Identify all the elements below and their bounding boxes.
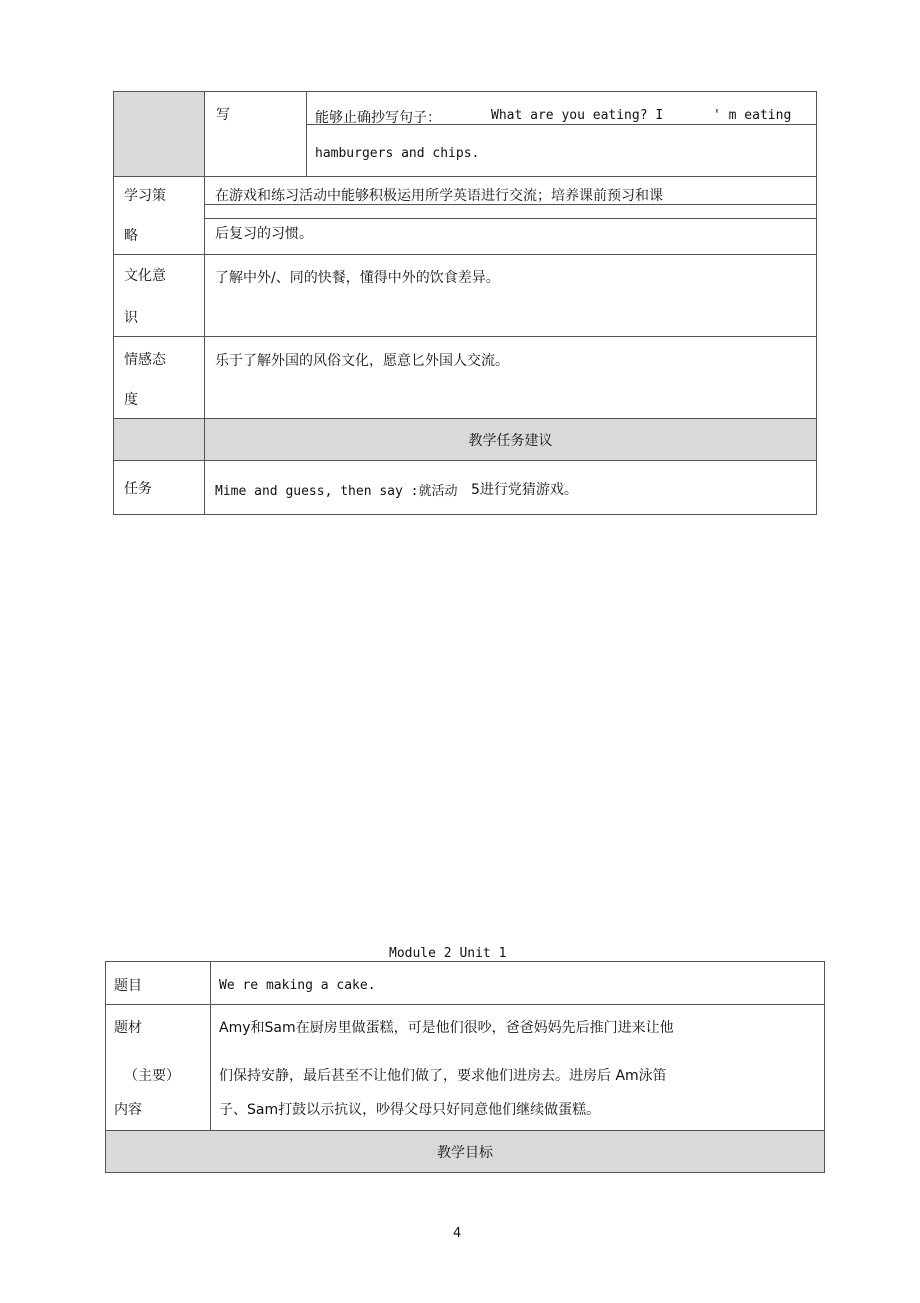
module-title: Module 2 Unit 1	[389, 946, 507, 961]
topic-label-cell	[105, 961, 211, 1005]
page-number: 4	[453, 1226, 462, 1241]
material-line1: Amy和Sam在厨房里做蛋糕，可是他们很吵，爸爸妈妈先后推门进来让他	[219, 1020, 674, 1036]
strategy-content-2	[205, 219, 817, 255]
writing-label-cell	[205, 91, 307, 177]
task-header-left	[113, 419, 205, 461]
strategy-label-2: 略	[124, 228, 138, 244]
table-2	[105, 961, 825, 1173]
emotion-label-2: 度	[124, 392, 138, 408]
emotion-text: 乐于了解外国的风俗文化，愿意匕外国人交流。	[215, 353, 509, 369]
emotion-content-cell	[205, 337, 817, 419]
topic-value: We re making a cake.	[219, 978, 376, 993]
task-cn: 5进行党猜游戏。	[471, 482, 578, 498]
task-label-cell	[113, 461, 205, 515]
emotion-label-1: 情感态	[124, 352, 166, 368]
goals-header-cell	[105, 1131, 825, 1173]
writing-content-bottom	[307, 124, 817, 177]
writing-left-cell	[113, 91, 205, 177]
material-label: 题材	[114, 1020, 142, 1036]
strategy-label-1: 学习策	[124, 188, 166, 204]
writing-content-top	[307, 91, 817, 125]
task-label: 任务	[124, 481, 152, 497]
material-line3: 子、Sam打鼓以示抗议，吵得父母只好同意他们继续做蛋糕。	[219, 1102, 601, 1118]
culture-text: 了解中外/、同的快餐，懂得中外的饮食差异。	[215, 270, 500, 286]
culture-content-cell	[205, 255, 817, 337]
material-label-3: 内容	[114, 1102, 142, 1118]
strategy-content-sep	[205, 205, 817, 219]
task-header: 教学任务建议	[468, 433, 553, 449]
strategy-label-cell	[113, 177, 205, 255]
writing-line1-cn: 能够止确抄写句子：	[315, 110, 441, 126]
strategy-line1: 在游戏和练习活动中能够积极运用所学英语进行交流；培养课前预习和课	[215, 188, 663, 204]
topic-value-cell	[211, 961, 825, 1005]
emotion-label-cell	[113, 337, 205, 419]
writing-line2: hamburgers and chips.	[315, 146, 480, 161]
goals-header: 教学目标	[437, 1145, 493, 1161]
task-en: Mime and guess, then say :就活动	[215, 484, 458, 499]
writing-label: 写	[216, 107, 230, 123]
strategy-line2: 后复习的习惯。	[215, 226, 313, 242]
task-content-cell	[205, 461, 817, 515]
material-line2: 们保持安静，最后甚至不让他们做了，要求他们进房去。进房后 Am泳笛	[219, 1068, 667, 1084]
culture-label-cell	[113, 255, 205, 337]
culture-label-2: 识	[124, 310, 138, 326]
writing-line1-en: What are you eating? I	[491, 108, 664, 123]
material-content-cell	[211, 1005, 825, 1131]
task-header-cell	[205, 419, 817, 461]
material-label-2: （主要）	[124, 1068, 180, 1084]
topic-label: 题目	[114, 978, 142, 994]
table-1	[113, 91, 817, 515]
culture-label-1: 文化意	[124, 268, 166, 284]
material-label-cell	[105, 1005, 211, 1131]
writing-line1-en2: ' m eating	[713, 108, 792, 123]
strategy-content-1	[205, 177, 817, 205]
